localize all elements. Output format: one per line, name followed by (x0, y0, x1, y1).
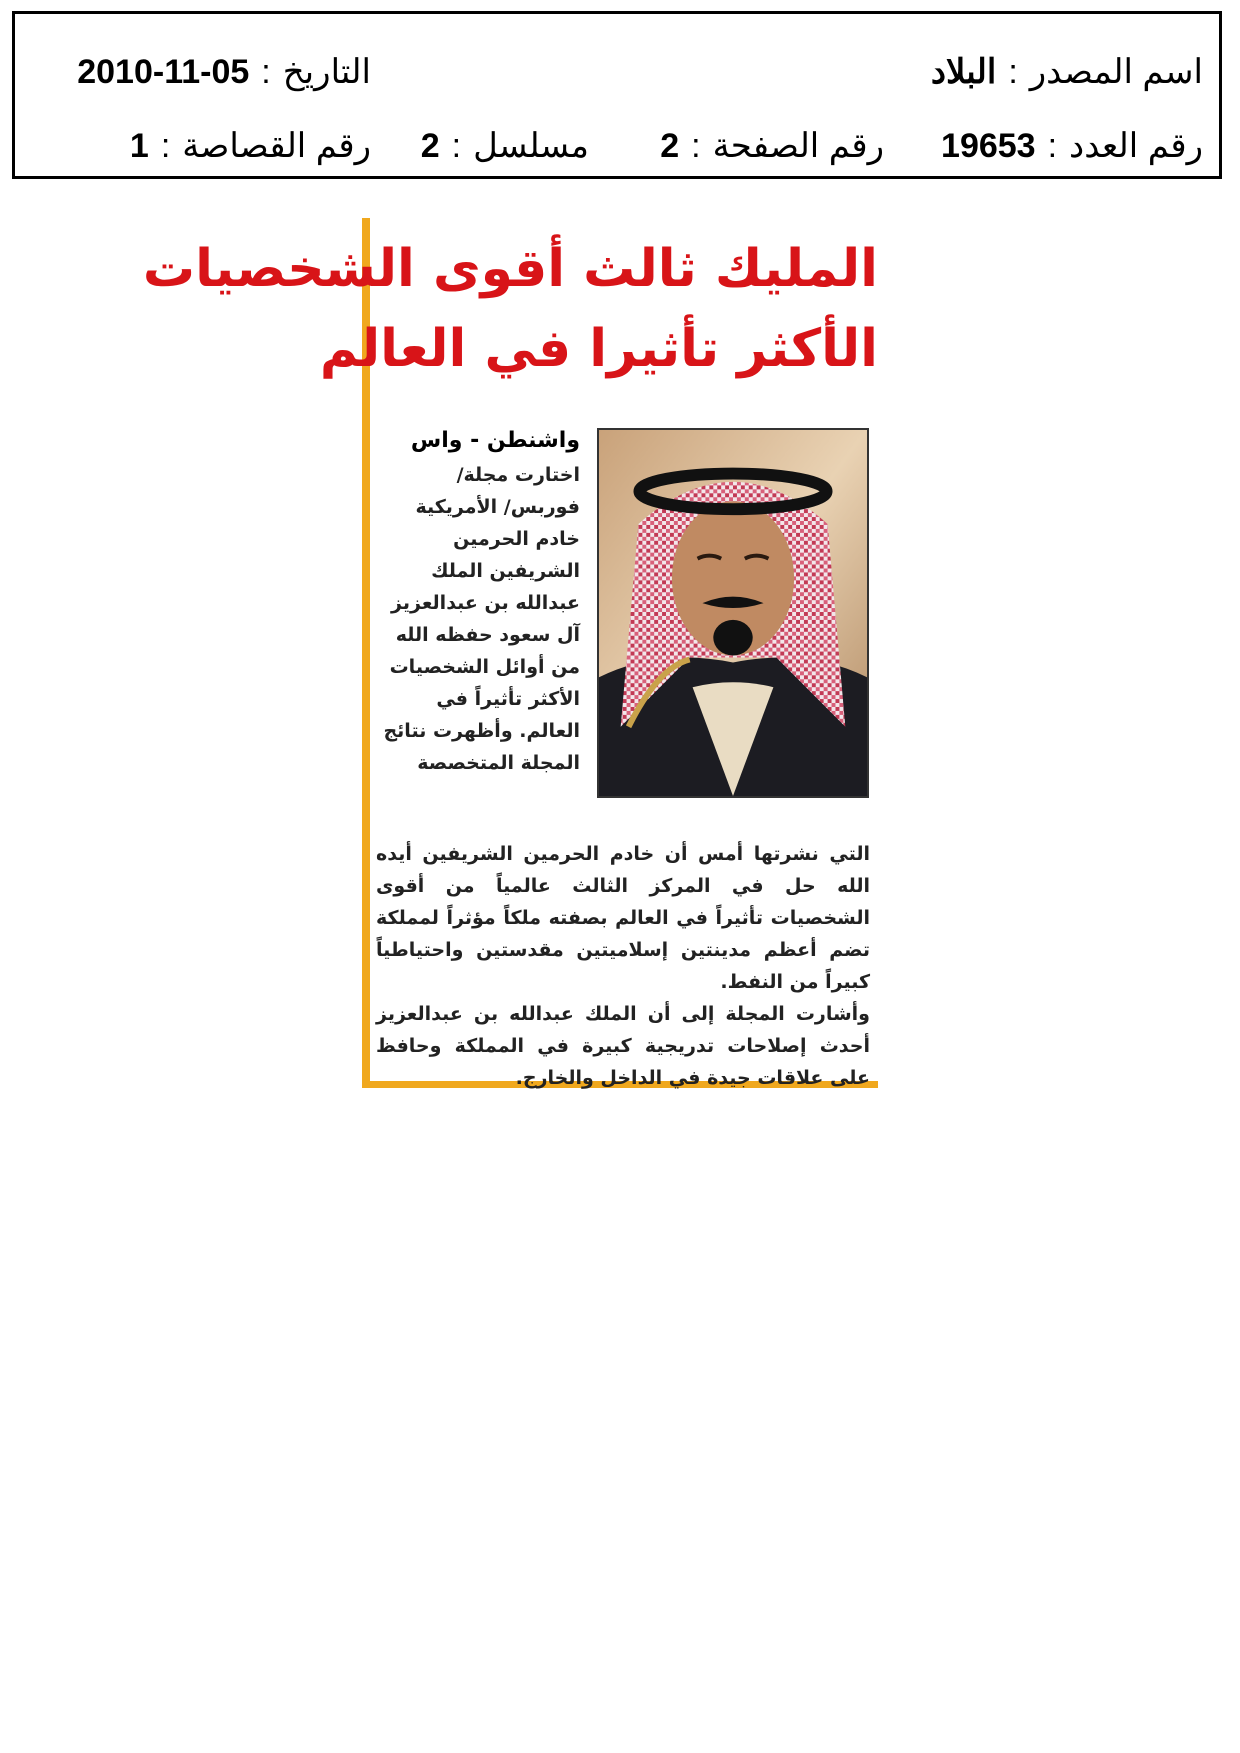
date-value: 2010-11-05 (77, 53, 250, 91)
clipping-label: رقم القصاصة (182, 127, 371, 165)
article-paragraph-1: التي نشرتها أمس أن خادم الحرمين الشريفين أيده الله حل في المركز الثالث عالمياً من أقوى الشخصيات تأثيراً في العالم بصفته ملكاً مؤثراً لمملكة تضم أعظم مدينتين إسلاميتين مقدستين واحتياطياً كبيراً من النفط. (376, 843, 870, 993)
headline-line-1: المليك ثالث أقوى الشخصيات (142, 239, 878, 299)
serial-label: مسلسل (473, 127, 589, 165)
page-label: رقم الصفحة (712, 127, 884, 165)
article-column-text (380, 423, 580, 779)
clipping-value: 1 (129, 127, 149, 165)
page-field (660, 126, 884, 166)
clipping-separator: : (160, 127, 171, 165)
dateline: واشنطن - واس (410, 428, 580, 453)
serial-field (421, 126, 589, 166)
source-value: البلاد (930, 53, 997, 91)
serial-value: 2 (420, 127, 440, 165)
date-field (77, 52, 371, 92)
page-separator: : (691, 127, 701, 165)
source-separator: : (1008, 53, 1018, 91)
page-value: 2 (660, 127, 680, 165)
headline-line-2: الأكثر تأثيرا في العالم (319, 319, 878, 379)
issue-separator: : (1047, 127, 1058, 165)
source-label: اسم المصدر (1029, 53, 1203, 91)
date-label: التاريخ (282, 53, 371, 91)
newspaper-clipping (142, 218, 878, 1089)
portrait-illustration (599, 430, 867, 796)
clipping-number-field (130, 126, 371, 166)
article-paragraph-2: وأشارت المجلة إلى أن الملك عبدالله بن عبدالعزيز أحدث إصلاحات تدريجية كبيرة في المملكة وحافظ على علاقات جيدة في الداخل والخارج. (376, 1003, 870, 1089)
date-separator: : (261, 53, 271, 91)
issue-label: رقم العدد (1069, 127, 1203, 165)
portrait-photo (597, 428, 869, 798)
article-body (376, 838, 870, 1094)
issue-value: 19653 (941, 127, 1036, 165)
source-field (931, 52, 1203, 92)
article-lead: اختارت مجلة/ فوربس/ الأمريكية خادم الحرمين الشريفين الملك عبدالله بن عبدالعزيز آل سعود حفظه الله من أوائل الشخصيات الأكثر تأثيراً في العالم. وأظهرت نتائج المجلة المتخصصة (383, 464, 580, 774)
issue-field (941, 126, 1203, 166)
clipping-metadata-box (12, 11, 1222, 179)
serial-separator: : (451, 127, 462, 165)
